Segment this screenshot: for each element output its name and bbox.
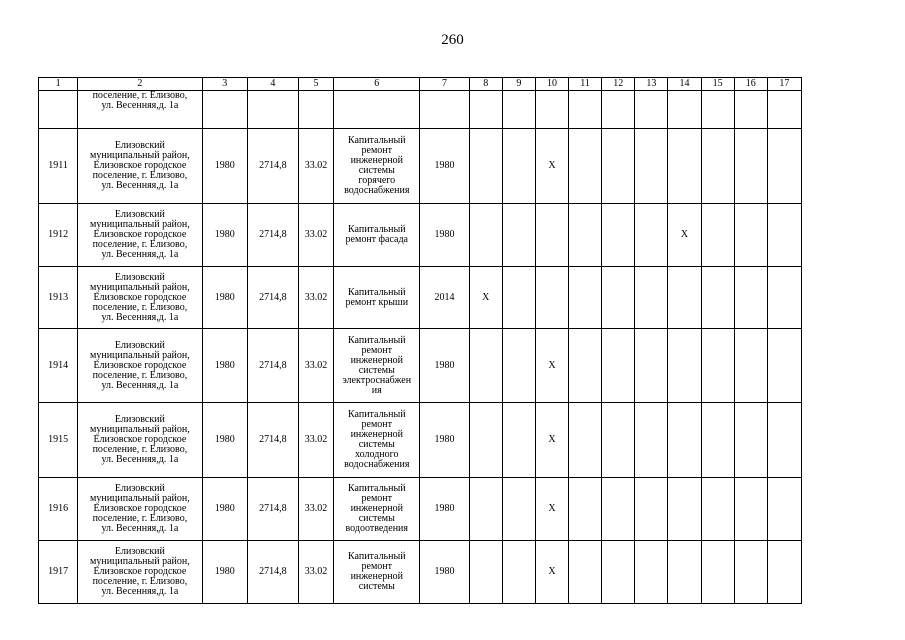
cell-mark-10 [535,204,568,267]
cell-mark-12 [602,329,635,403]
continued-row [39,91,802,129]
cell-mark-17 [767,478,801,541]
cell-mark-16 [734,129,767,204]
table-row [39,478,802,541]
cell-mark-15 [701,478,734,541]
cell-mark-15 [701,267,734,329]
cell-area: 2714,8 [247,478,298,541]
cell-wear: 33.02 [298,329,333,403]
cell-mark-12 [602,267,635,329]
cell-mark-10: X [535,541,568,604]
cell-mark-8 [469,478,502,541]
cell-mark-14: X [668,204,701,267]
cell-mark-10: X [535,403,568,478]
col-header-1: 1 [39,78,78,91]
cell-year-built: 1980 [202,478,247,541]
cell-mark-9 [502,204,535,267]
cell-year-built: 1980 [202,403,247,478]
cell-row-number: 1913 [39,267,78,329]
cell-work-type: Капитальный ремонт инженерной системы холодного водоснабжения [334,403,420,478]
cell-mark-12 [602,129,635,204]
cell-address-continued: поселение, г. Елизово, ул. Весенняя,д. 1а [78,91,202,129]
cell-mark-14 [668,478,701,541]
cell-mark-13 [635,204,668,267]
cell-mark-11 [569,329,602,403]
cell-mark-14 [668,329,701,403]
table-row [39,129,802,204]
cell-mark-9 [502,541,535,604]
col-header-12: 12 [602,78,635,91]
table-row [39,267,802,329]
cell-empty [569,91,602,129]
cell-empty [247,91,298,129]
cell-mark-11 [569,403,602,478]
cell-mark-8 [469,129,502,204]
cell-empty [701,91,734,129]
table-row [39,204,802,267]
cell-mark-13 [635,403,668,478]
cell-address: Елизовский муниципальный район, Елизовское городское поселение, г. Елизово, ул. Весенняя,д. 1а [78,403,202,478]
cell-mark-12 [602,541,635,604]
cell-mark-11 [569,541,602,604]
cell-year-built: 1980 [202,267,247,329]
cell-empty [202,91,247,129]
cell-mark-10 [535,267,568,329]
cell-mark-16 [734,329,767,403]
cell-plan-year: 1980 [420,129,469,204]
cell-mark-9 [502,329,535,403]
cell-mark-8: X [469,267,502,329]
cell-mark-11 [569,204,602,267]
cell-plan-year: 1980 [420,403,469,478]
col-header-7: 7 [420,78,469,91]
cell-mark-10: X [535,329,568,403]
cell-mark-16 [734,541,767,604]
cell-year-built: 1980 [202,129,247,204]
col-header-10: 10 [535,78,568,91]
cell-area: 2714,8 [247,267,298,329]
cell-mark-14 [668,541,701,604]
cell-wear: 33.02 [298,541,333,604]
cell-mark-17 [767,403,801,478]
cell-mark-10: X [535,129,568,204]
cell-wear: 33.02 [298,403,333,478]
page-number: 260 [441,32,464,48]
cell-mark-13 [635,541,668,604]
cell-mark-8 [469,541,502,604]
cell-work-type: Капитальный ремонт крыши [334,267,420,329]
cell-mark-12 [602,478,635,541]
cell-empty [420,91,469,129]
cell-mark-14 [668,403,701,478]
cell-mark-15 [701,204,734,267]
cell-address: Елизовский муниципальный район, Елизовское городское поселение, г. Елизово, ул. Весенняя,д. 1а [78,478,202,541]
cell-mark-9 [502,129,535,204]
cell-mark-15 [701,403,734,478]
cell-mark-9 [502,403,535,478]
cell-row-number: 1914 [39,329,78,403]
cell-work-type: Капитальный ремонт инженерной системы горячего водоснабжения [334,129,420,204]
col-header-17: 17 [767,78,801,91]
cell-plan-year: 2014 [420,267,469,329]
cell-mark-9 [502,478,535,541]
col-header-13: 13 [635,78,668,91]
cell-mark-17 [767,204,801,267]
cell-mark-17 [767,129,801,204]
col-header-3: 3 [202,78,247,91]
cell-row-number: 1915 [39,403,78,478]
cell-empty [469,91,502,129]
cell-mark-13 [635,129,668,204]
cell-address: Елизовский муниципальный район, Елизовское городское поселение, г. Елизово, ул. Весенняя,д. 1а [78,541,202,604]
cell-empty [602,91,635,129]
cell-year-built: 1980 [202,329,247,403]
cell-wear: 33.02 [298,129,333,204]
cell-mark-8 [469,403,502,478]
cell-address: Елизовский муниципальный район, Елизовское городское поселение, г. Елизово, ул. Весенняя,д. 1а [78,129,202,204]
cell-mark-10: X [535,478,568,541]
cell-row-number: 1916 [39,478,78,541]
cell-mark-15 [701,329,734,403]
col-header-9: 9 [502,78,535,91]
cell-mark-17 [767,541,801,604]
cell-area: 2714,8 [247,403,298,478]
table-row [39,329,802,403]
cell-row-number: 1911 [39,129,78,204]
cell-work-type: Капитальный ремонт инженерной системы [334,541,420,604]
cell-mark-17 [767,329,801,403]
cell-mark-16 [734,403,767,478]
col-header-6: 6 [334,78,420,91]
cell-mark-16 [734,478,767,541]
capital-repair-table [38,77,802,604]
cell-mark-15 [701,129,734,204]
col-header-2: 2 [78,78,202,91]
cell-mark-11 [569,478,602,541]
cell-plan-year: 1980 [420,329,469,403]
cell-work-type: Капитальный ремонт фасада [334,204,420,267]
cell-mark-13 [635,329,668,403]
col-header-16: 16 [734,78,767,91]
cell-area: 2714,8 [247,329,298,403]
cell-mark-13 [635,478,668,541]
cell-empty [535,91,568,129]
cell-work-type: Капитальный ремонт инженерной системы водоотведения [334,478,420,541]
cell-year-built: 1980 [202,204,247,267]
cell-empty [39,91,78,129]
cell-address: Елизовский муниципальный район, Елизовское городское поселение, г. Елизово, ул. Весенняя,д. 1а [78,267,202,329]
cell-mark-8 [469,204,502,267]
cell-mark-14 [668,129,701,204]
cell-year-built: 1980 [202,541,247,604]
cell-mark-15 [701,541,734,604]
cell-mark-14 [668,267,701,329]
col-header-15: 15 [701,78,734,91]
table-row [39,541,802,604]
col-header-5: 5 [298,78,333,91]
cell-empty [734,91,767,129]
cell-row-number: 1912 [39,204,78,267]
cell-address: Елизовский муниципальный район, Елизовское городское поселение, г. Елизово, ул. Весенняя,д. 1а [78,329,202,403]
cell-plan-year: 1980 [420,204,469,267]
cell-plan-year: 1980 [420,541,469,604]
cell-work-type: Капитальный ремонт инженерной системы электроснабжен ия [334,329,420,403]
cell-empty [668,91,701,129]
cell-mark-16 [734,267,767,329]
cell-mark-11 [569,267,602,329]
col-header-8: 8 [469,78,502,91]
table-row [39,403,802,478]
cell-mark-12 [602,403,635,478]
cell-area: 2714,8 [247,204,298,267]
cell-wear: 33.02 [298,204,333,267]
cell-wear: 33.02 [298,267,333,329]
cell-empty [502,91,535,129]
cell-plan-year: 1980 [420,478,469,541]
cell-mark-17 [767,267,801,329]
cell-empty [767,91,801,129]
cell-address: Елизовский муниципальный район, Елизовское городское поселение, г. Елизово, ул. Весенняя,д. 1а [78,204,202,267]
col-header-14: 14 [668,78,701,91]
cell-empty [334,91,420,129]
cell-area: 2714,8 [247,541,298,604]
cell-mark-13 [635,267,668,329]
cell-row-number: 1917 [39,541,78,604]
col-header-11: 11 [569,78,602,91]
cell-mark-11 [569,129,602,204]
cell-mark-9 [502,267,535,329]
cell-area: 2714,8 [247,129,298,204]
cell-mark-12 [602,204,635,267]
col-header-4: 4 [247,78,298,91]
cell-mark-16 [734,204,767,267]
cell-empty [298,91,333,129]
cell-mark-8 [469,329,502,403]
cell-empty [635,91,668,129]
column-number-row [39,78,802,91]
cell-wear: 33.02 [298,478,333,541]
